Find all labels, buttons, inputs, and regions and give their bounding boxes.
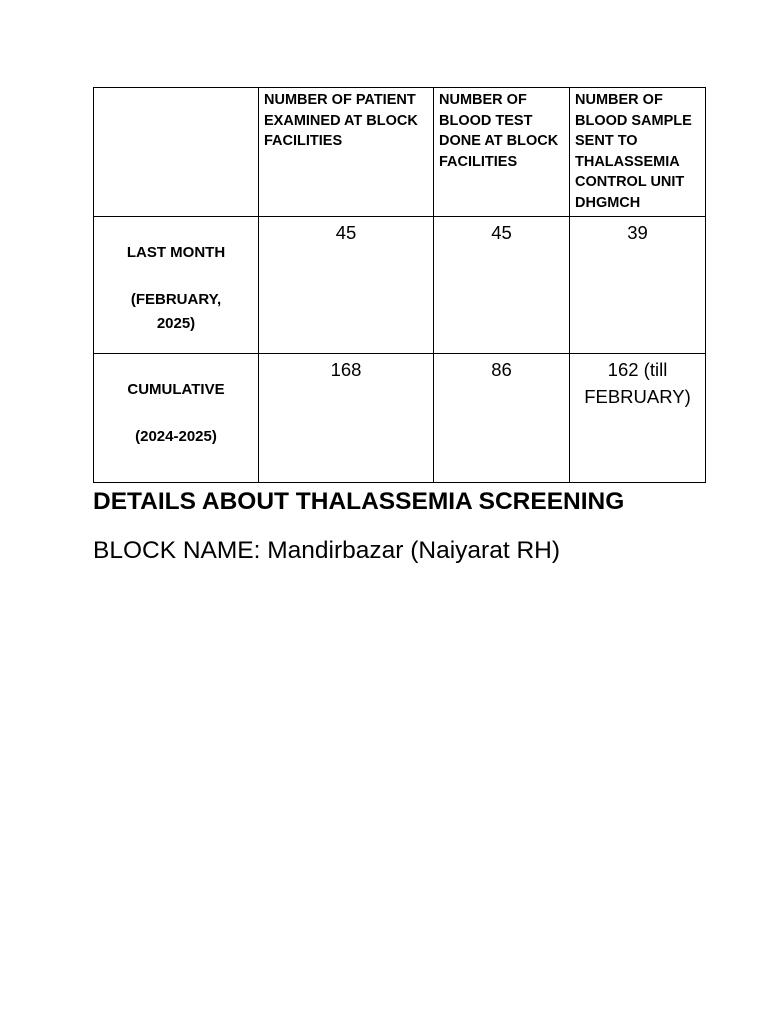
header-cell-patients-examined	[259, 88, 434, 217]
row-label-cell	[94, 217, 259, 354]
value-text: 45	[491, 222, 512, 243]
row-label-cell	[94, 354, 259, 483]
table-row	[94, 354, 706, 483]
value-cell	[434, 354, 570, 483]
header-cell-blood-tests	[434, 88, 570, 217]
row-label	[94, 354, 258, 449]
block-name-line: BLOCK NAME: Mandirbazar (Naiyarat RH)	[93, 537, 560, 564]
header-text: NUMBER OF PATIENT EXAMINED AT BLOCK FACILITIES	[264, 92, 418, 149]
document-heading: DETAILS ABOUT THALASSEMIA SCREENING	[93, 488, 625, 515]
header-cell-samples-sent	[570, 88, 706, 217]
value-cell	[259, 354, 434, 483]
value-text: 45	[335, 222, 357, 243]
screening-table	[93, 87, 706, 483]
row-label-title: LAST MONTH	[126, 244, 226, 261]
value-cell	[434, 217, 570, 354]
table-header-row	[94, 88, 706, 217]
value-text: 86	[491, 359, 512, 380]
row-label-title: CUMULATIVE	[127, 381, 225, 398]
value-cell	[259, 217, 434, 354]
value-text: 162 (till FEBRUARY)	[584, 359, 691, 407]
row-label	[94, 217, 258, 336]
value-cell	[570, 217, 706, 354]
value-cell	[570, 354, 706, 483]
row-label-period: (2024-2025)	[135, 428, 217, 445]
table-row	[94, 217, 706, 354]
value-text: 39	[627, 222, 648, 243]
header-text: NUMBER OF BLOOD TEST DONE AT BLOCK FACILITIES	[439, 92, 559, 170]
header-text	[94, 88, 258, 90]
header-cell-empty	[94, 88, 259, 217]
row-label-period: (FEBRUARY, 2025)	[130, 291, 222, 332]
value-text: 168	[330, 359, 362, 380]
header-text: NUMBER OF BLOOD SAMPLE SENT TO THALASSEMIA CONTROL UNIT DHGMCH	[575, 92, 692, 211]
